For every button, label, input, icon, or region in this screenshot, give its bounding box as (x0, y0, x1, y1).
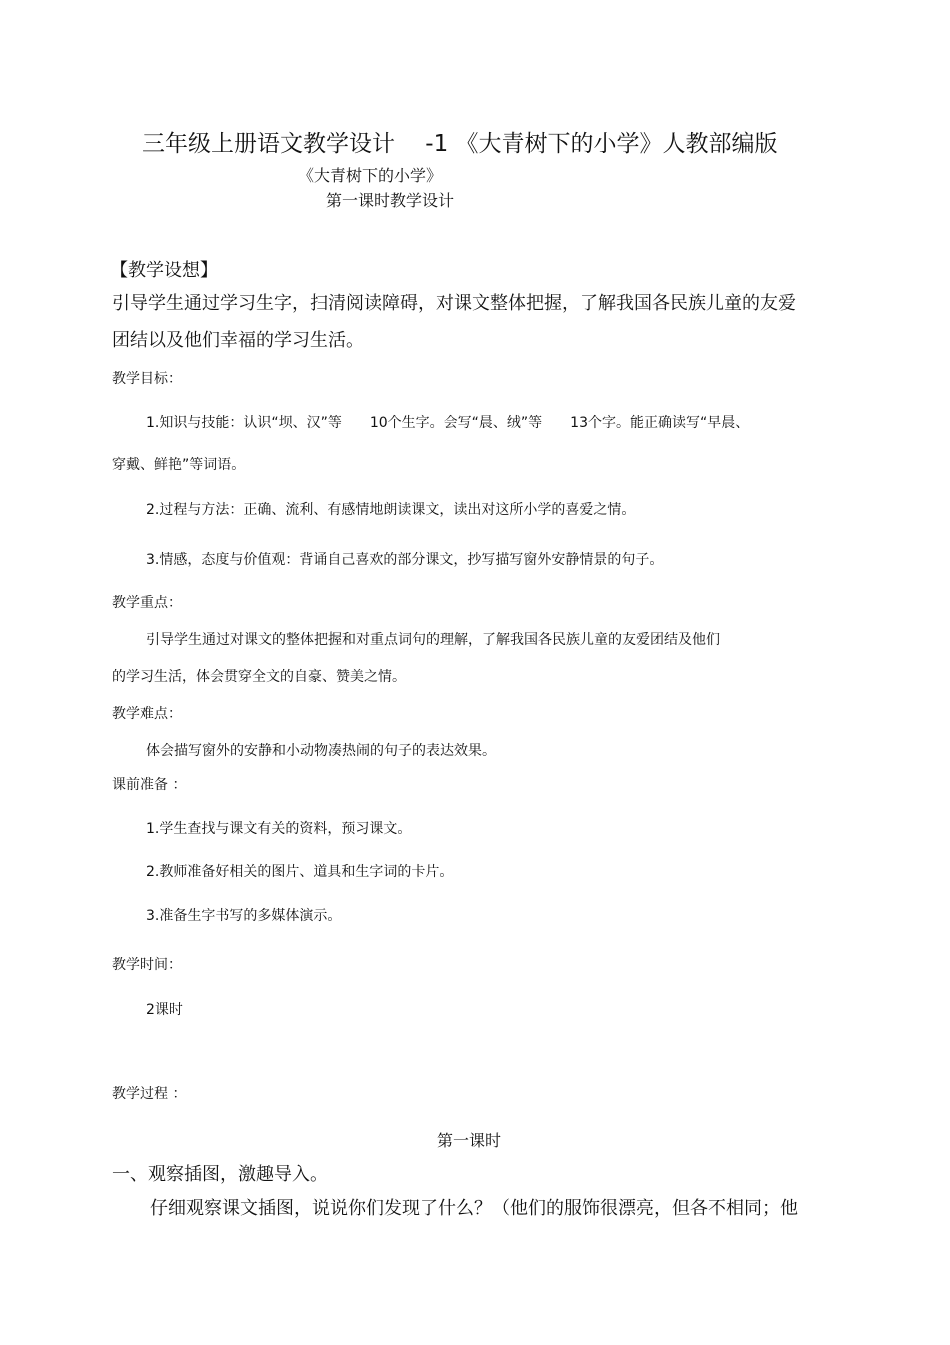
preparation-item-2: 2.教师准备好相关的图片、道具和生字词的卡片。 (146, 864, 454, 880)
idea-text-line-1: 引导学生通过学习生字，扫清阅读障碍，对课文整体把握，了解我国各民族儿童的友爱 (112, 293, 796, 314)
difficulty-text: 体会描写窗外的安静和小动物凑热闹的句子的表达效果。 (146, 743, 496, 759)
document-title: 三年级上册语文教学设计 -1 《大青树下的小学》人教部编版 (142, 131, 778, 157)
section-subtitle: 第一课时教学设计 (326, 191, 455, 210)
goal-1-line-1: 1.知识与技能：认识“坝、汉”等 10个生字。会写“晨、绒”等 13个字。能正确读写“早晨、 (146, 415, 750, 431)
process-label: 教学过程 ： (112, 1086, 187, 1102)
goal-1-line-2: 穿戴、鲜艳”等词语。 (112, 457, 246, 473)
key-points-label: 教学重点： (112, 595, 182, 611)
preparation-label: 课前准备 ： (112, 777, 187, 793)
goals-label: 教学目标： (112, 371, 182, 387)
lesson-1-heading: 第一课时 (437, 1131, 502, 1150)
goal-2: 2.过程与方法：正确、流利、有感情地朗读课文，读出对这所小学的喜爱之情。 (146, 502, 636, 518)
teaching-time-value: 2课时 (146, 1002, 183, 1018)
lesson-name-subtitle: 《大青树下的小学》 (298, 166, 443, 185)
idea-text-line-2: 团结以及他们幸福的学习生活。 (112, 330, 364, 351)
idea-heading: 【教学设想】 (110, 260, 218, 281)
key-points-line-2: 的学习生活，体会贯穿全文的自豪、赞美之情。 (112, 669, 406, 685)
preparation-item-1: 1.学生查找与课文有关的资料，预习课文。 (146, 821, 412, 837)
difficulty-label: 教学难点： (112, 706, 182, 722)
key-points-line-1: 引导学生通过对课文的整体把握和对重点词句的理解，了解我国各民族儿童的友爱团结及他们 (146, 632, 720, 648)
preparation-item-3: 3.准备生字书写的多媒体演示。 (146, 908, 342, 924)
step-1-heading: 一、观察插图，激趣导入。 (112, 1164, 328, 1185)
teaching-time-label: 教学时间： (112, 957, 182, 973)
goal-3: 3.情感，态度与价值观：背诵自己喜欢的部分课文，抄写描写窗外安静情景的句子。 (146, 552, 664, 568)
step-1-text: 仔细观察课文插图，说说你们发现了什么？（他们的服饰很漂亮，但各不相同；他 (150, 1198, 798, 1219)
